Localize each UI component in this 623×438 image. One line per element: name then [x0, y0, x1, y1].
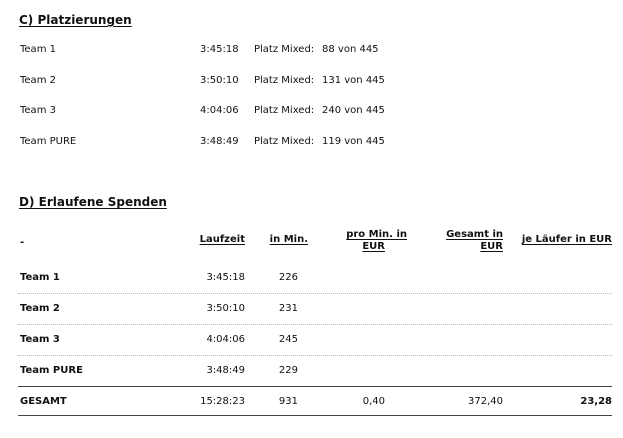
table-row-team: Team 1 — [20, 272, 60, 283]
row-divider — [18, 324, 612, 325]
row-divider — [18, 293, 612, 294]
total-minutes: 931 — [278, 396, 298, 407]
total-amount: 372,40 — [468, 396, 503, 407]
placement-label: Platz Mixed: — [254, 75, 315, 86]
table-row-team: Team 2 — [20, 303, 60, 314]
table-cell-minutes: 226 — [278, 272, 298, 283]
placement-team: Team 1 — [20, 44, 56, 55]
table-row-team: Team 3 — [20, 334, 60, 345]
placement-rank: 131 von 445 — [322, 75, 385, 86]
column-header-per-minute-unit: EUR — [362, 241, 385, 252]
table-cell-laufzeit: 3:45:18 — [206, 272, 245, 283]
placement-time: 3:45:18 — [200, 44, 239, 55]
row-divider — [18, 355, 612, 356]
table-cell-laufzeit: 3:50:10 — [206, 303, 245, 314]
placement-team: Team 2 — [20, 75, 56, 86]
table-cell-laufzeit: 4:04:06 — [206, 334, 245, 345]
column-header-total-unit: EUR — [480, 241, 503, 252]
placement-rank: 88 von 445 — [322, 44, 379, 55]
total-per-minute: 0,40 — [362, 396, 385, 407]
placement-rank: 240 von 445 — [322, 105, 385, 116]
column-header-total: Gesamt in — [446, 229, 503, 240]
table-cell-laufzeit: 3:48:49 — [206, 365, 245, 376]
placement-time: 4:04:06 — [200, 105, 239, 116]
placement-label: Platz Mixed: — [254, 136, 315, 147]
column-header-minutes: in Min. — [269, 234, 308, 245]
total-per-runner: 23,28 — [580, 396, 612, 407]
table-cell-minutes: 245 — [278, 334, 298, 345]
placement-time: 3:48:49 — [200, 136, 239, 147]
placement-team: Team PURE — [20, 136, 77, 147]
column-header-per-runner: je Läufer in EUR — [521, 234, 612, 245]
total-label: GESAMT — [20, 396, 67, 407]
placement-team: Team 3 — [20, 105, 56, 116]
table-cell-minutes: 231 — [278, 303, 298, 314]
placement-label: Platz Mixed: — [254, 44, 315, 55]
section-d-heading: D) Erlaufene Spenden — [19, 195, 167, 209]
placement-rank: 119 von 445 — [322, 136, 385, 147]
placement-time: 3:50:10 — [200, 75, 239, 86]
total-laufzeit: 15:28:23 — [200, 396, 245, 407]
table-cell-minutes: 229 — [278, 365, 298, 376]
column-header-laufzeit: Laufzeit — [199, 234, 245, 245]
total-divider — [18, 386, 612, 387]
column-header-team: - — [20, 237, 25, 248]
section-c-heading: C) Platzierungen — [19, 13, 132, 27]
placement-label: Platz Mixed: — [254, 105, 315, 116]
table-bottom-border — [18, 415, 612, 416]
column-header-per-minute: pro Min. in — [346, 229, 407, 240]
table-row-team: Team PURE — [20, 365, 83, 376]
